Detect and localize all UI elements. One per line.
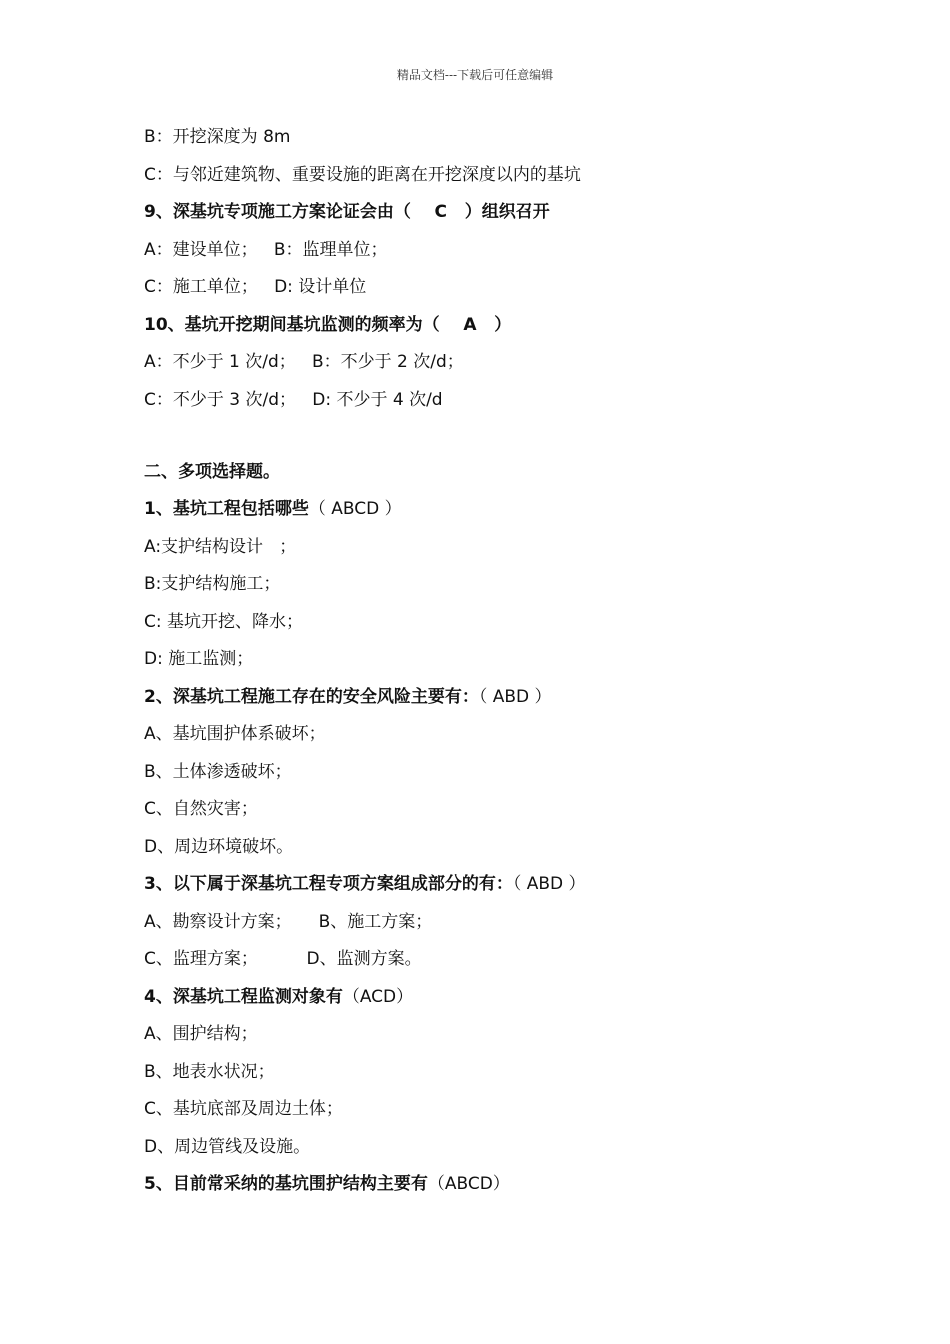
page-header: 精品文档---下载后可任意编辑 (396, 68, 554, 82)
question-m3 (144, 873, 586, 895)
option-line: D: 施工监测； (144, 649, 254, 669)
option-line: C：与邻近建筑物、重要设施的距离在开挖深度以内的基坑 (144, 165, 581, 185)
answer-text: （ABCD） (427, 1174, 510, 1194)
question-text: 3、以下属于深基坑工程专项方案组成部分的有： (144, 874, 513, 894)
question-text: 5、目前常采纳的基坑围护结构主要有 (144, 1174, 428, 1194)
answer-text: （ ABD ） (478, 687, 552, 707)
question-text: 4、深基坑工程监测对象有 (144, 987, 343, 1007)
question-text: 2、深基坑工程施工存在的安全风险主要有： (144, 687, 479, 707)
question-m2 (144, 686, 552, 708)
option-line: A、围护结构； (144, 1024, 258, 1044)
option-line: A:支护结构设计 ； (144, 537, 297, 557)
option-line: B、土体渗透破坏； (144, 762, 292, 782)
option-line: A：建设单位； B：监理单位； (144, 240, 388, 260)
question-m1 (144, 498, 402, 520)
option-line: A、勘察设计方案； B、施工方案； (144, 912, 433, 932)
option-line: A、基坑围护体系破坏； (144, 724, 326, 744)
question-m5 (144, 1173, 510, 1195)
section-heading: 二、多项选择题。 (144, 462, 280, 482)
option-line: B、地表水状况； (144, 1062, 275, 1082)
option-line: A：不少于 1 次/d； B：不少于 2 次/d； (144, 352, 464, 372)
answer-text: （ ABCD ） (308, 499, 402, 519)
option-line: D、周边管线及设施。 (144, 1137, 311, 1157)
question-9: 9、深基坑专项施工方案论证会由（ C ）组织召开 (144, 202, 550, 222)
answer-text: （ ABD ） (512, 874, 586, 894)
question-m4 (144, 986, 413, 1008)
option-line: C、自然灾害； (144, 799, 258, 819)
option-line: C、基坑底部及周边土体； (144, 1099, 343, 1119)
question-text: 1、基坑工程包括哪些 (144, 499, 309, 519)
option-line: C: 基坑开挖、降水； (144, 612, 304, 632)
option-line: B:支护结构施工； (144, 574, 281, 594)
question-10: 10、基坑开挖期间基坑监测的频率为（ A ） (144, 315, 512, 335)
option-line: C：不少于 3 次/d； D: 不少于 4 次/d (144, 390, 443, 410)
answer-text: （ACD） (342, 987, 414, 1007)
option-line: C、监理方案； D、监测方案。 (144, 949, 422, 969)
option-line: C：施工单位； D: 设计单位 (144, 277, 367, 297)
option-line: B：开挖深度为 8m (144, 127, 291, 147)
option-line: D、周边环境破坏。 (144, 837, 294, 857)
